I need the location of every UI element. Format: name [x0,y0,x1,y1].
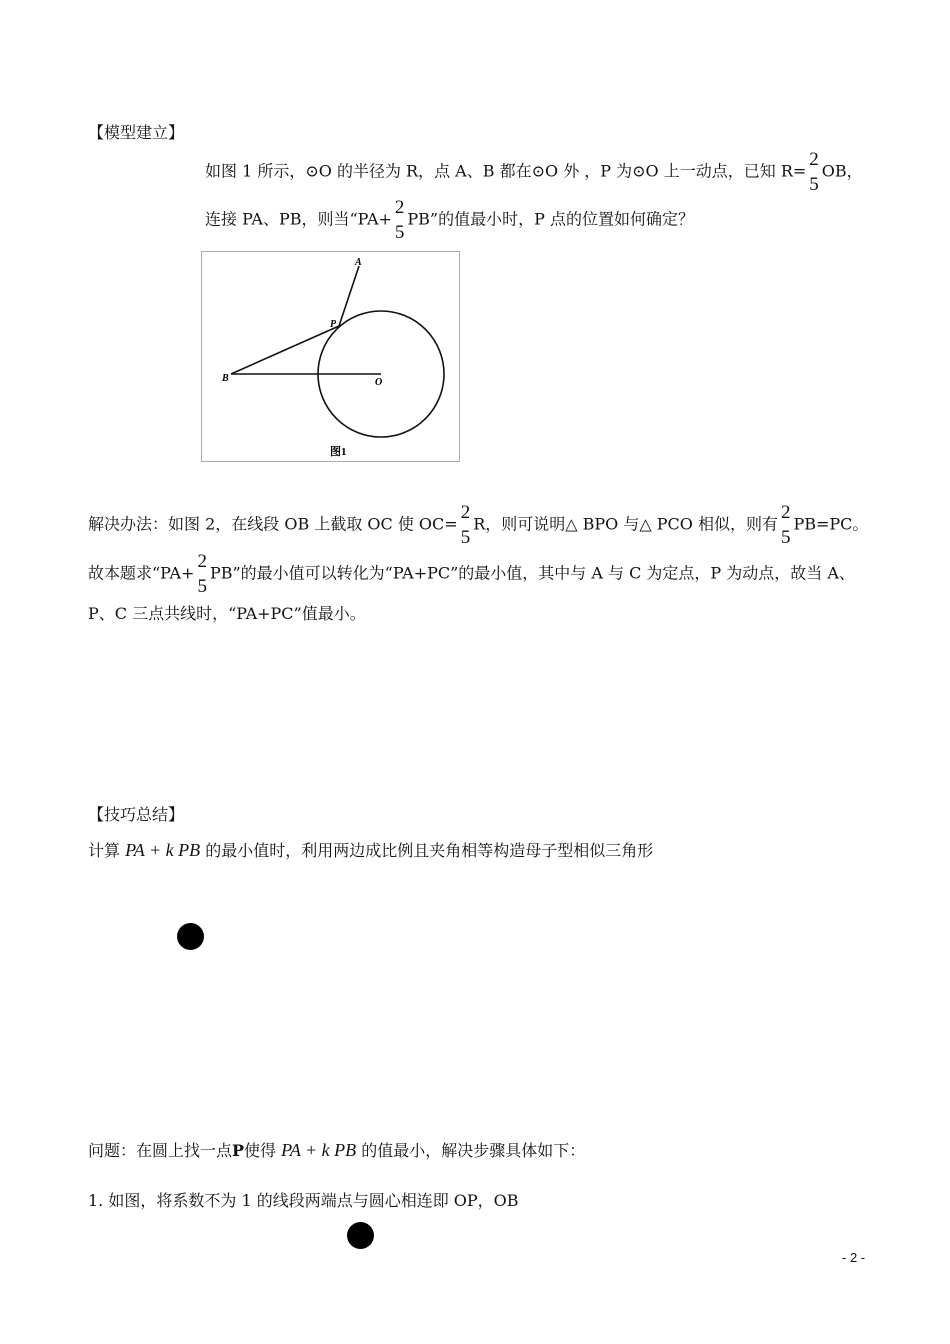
solution-text: 解决办法：如图 2，在线段 OB 上截取 OC 使 OC= [88,514,458,534]
fraction-two-fifths [809,150,819,194]
figure-1 [201,251,460,462]
solution-text: PB=PC。 [793,514,869,534]
problem-text: OB， [821,161,863,181]
problem-line-2 [205,198,694,242]
question-line [88,1138,585,1161]
fraction-denominator: 5 [809,174,819,195]
question-formula: PA + k PB [281,1140,357,1160]
problem-text: PB”的值最小时，P 点的位置如何确定？ [407,209,694,229]
fraction-numerator: 2 [394,197,405,218]
black-dot [347,1222,374,1249]
page-number: - 2 - [842,1250,866,1265]
step-1: 1. 如图，将系数不为 1 的线段两端点与圆心相连即 OP，OB [88,1191,519,1210]
fraction-two-fifths [395,198,405,242]
tip-line [88,838,653,861]
black-dot [177,923,204,950]
fraction-two-fifths [197,552,207,596]
problem-text: 如图 1 所示，⊙O 的半径为 R，点 A、B 都在⊙O 外 ，P 为⊙O 上一动点，已知 R= [205,161,807,181]
section-heading-model: 【模型建立】 [88,123,185,142]
label-b: B [222,373,229,384]
tip-suffix: 的最小值时，利用两边成比例且夹角相等构造母子型相似三角形 [205,841,654,860]
fraction-denominator: 5 [780,527,791,548]
label-p: P [330,319,337,330]
label-o: O [375,377,383,388]
question-suffix: 的值最小，解决步骤具体如下： [361,1141,586,1160]
figure-1-diagram [202,252,459,461]
solution-text: 故本题求“PA+ [88,563,195,583]
solution-line-2 [88,552,855,596]
section-heading-tips: 【技巧总结】 [88,805,185,824]
problem-line-1 [205,150,863,194]
figure-caption: 图1 [330,446,347,458]
solution-text: PB”的最小值可以转化为“PA+PC”的最小值，其中与 A 与 C 为定点，P 为动点，故当 A、 [209,563,855,583]
question-middle: 使得 [244,1141,277,1160]
fraction-denominator: 5 [394,222,405,243]
label-a: A [355,257,362,268]
tip-prefix: 计算 [88,841,121,860]
question-prefix: 问题：在圆上找一点 [88,1141,233,1160]
solution-line-1 [88,503,868,547]
fraction-denominator: 5 [197,576,207,597]
fraction-denominator: 5 [460,527,471,548]
question-point-p: P [232,1141,245,1160]
tip-formula: PA + k PB [125,840,201,860]
fraction-two-fifths [781,503,791,547]
solution-line-3: P、C 三点共线时，“PA+PC”值最小。 [88,604,366,623]
fraction-numerator: 2 [197,551,207,572]
fraction-numerator: 2 [460,502,471,523]
fraction-numerator: 2 [809,149,819,170]
solution-text: R，则可说明△ BPO 与△ PCO 相似，则有 [473,514,778,534]
problem-text: 连接 PA、PB，则当“PA+ [205,209,392,229]
fraction-two-fifths [461,503,471,547]
fraction-numerator: 2 [780,502,791,523]
